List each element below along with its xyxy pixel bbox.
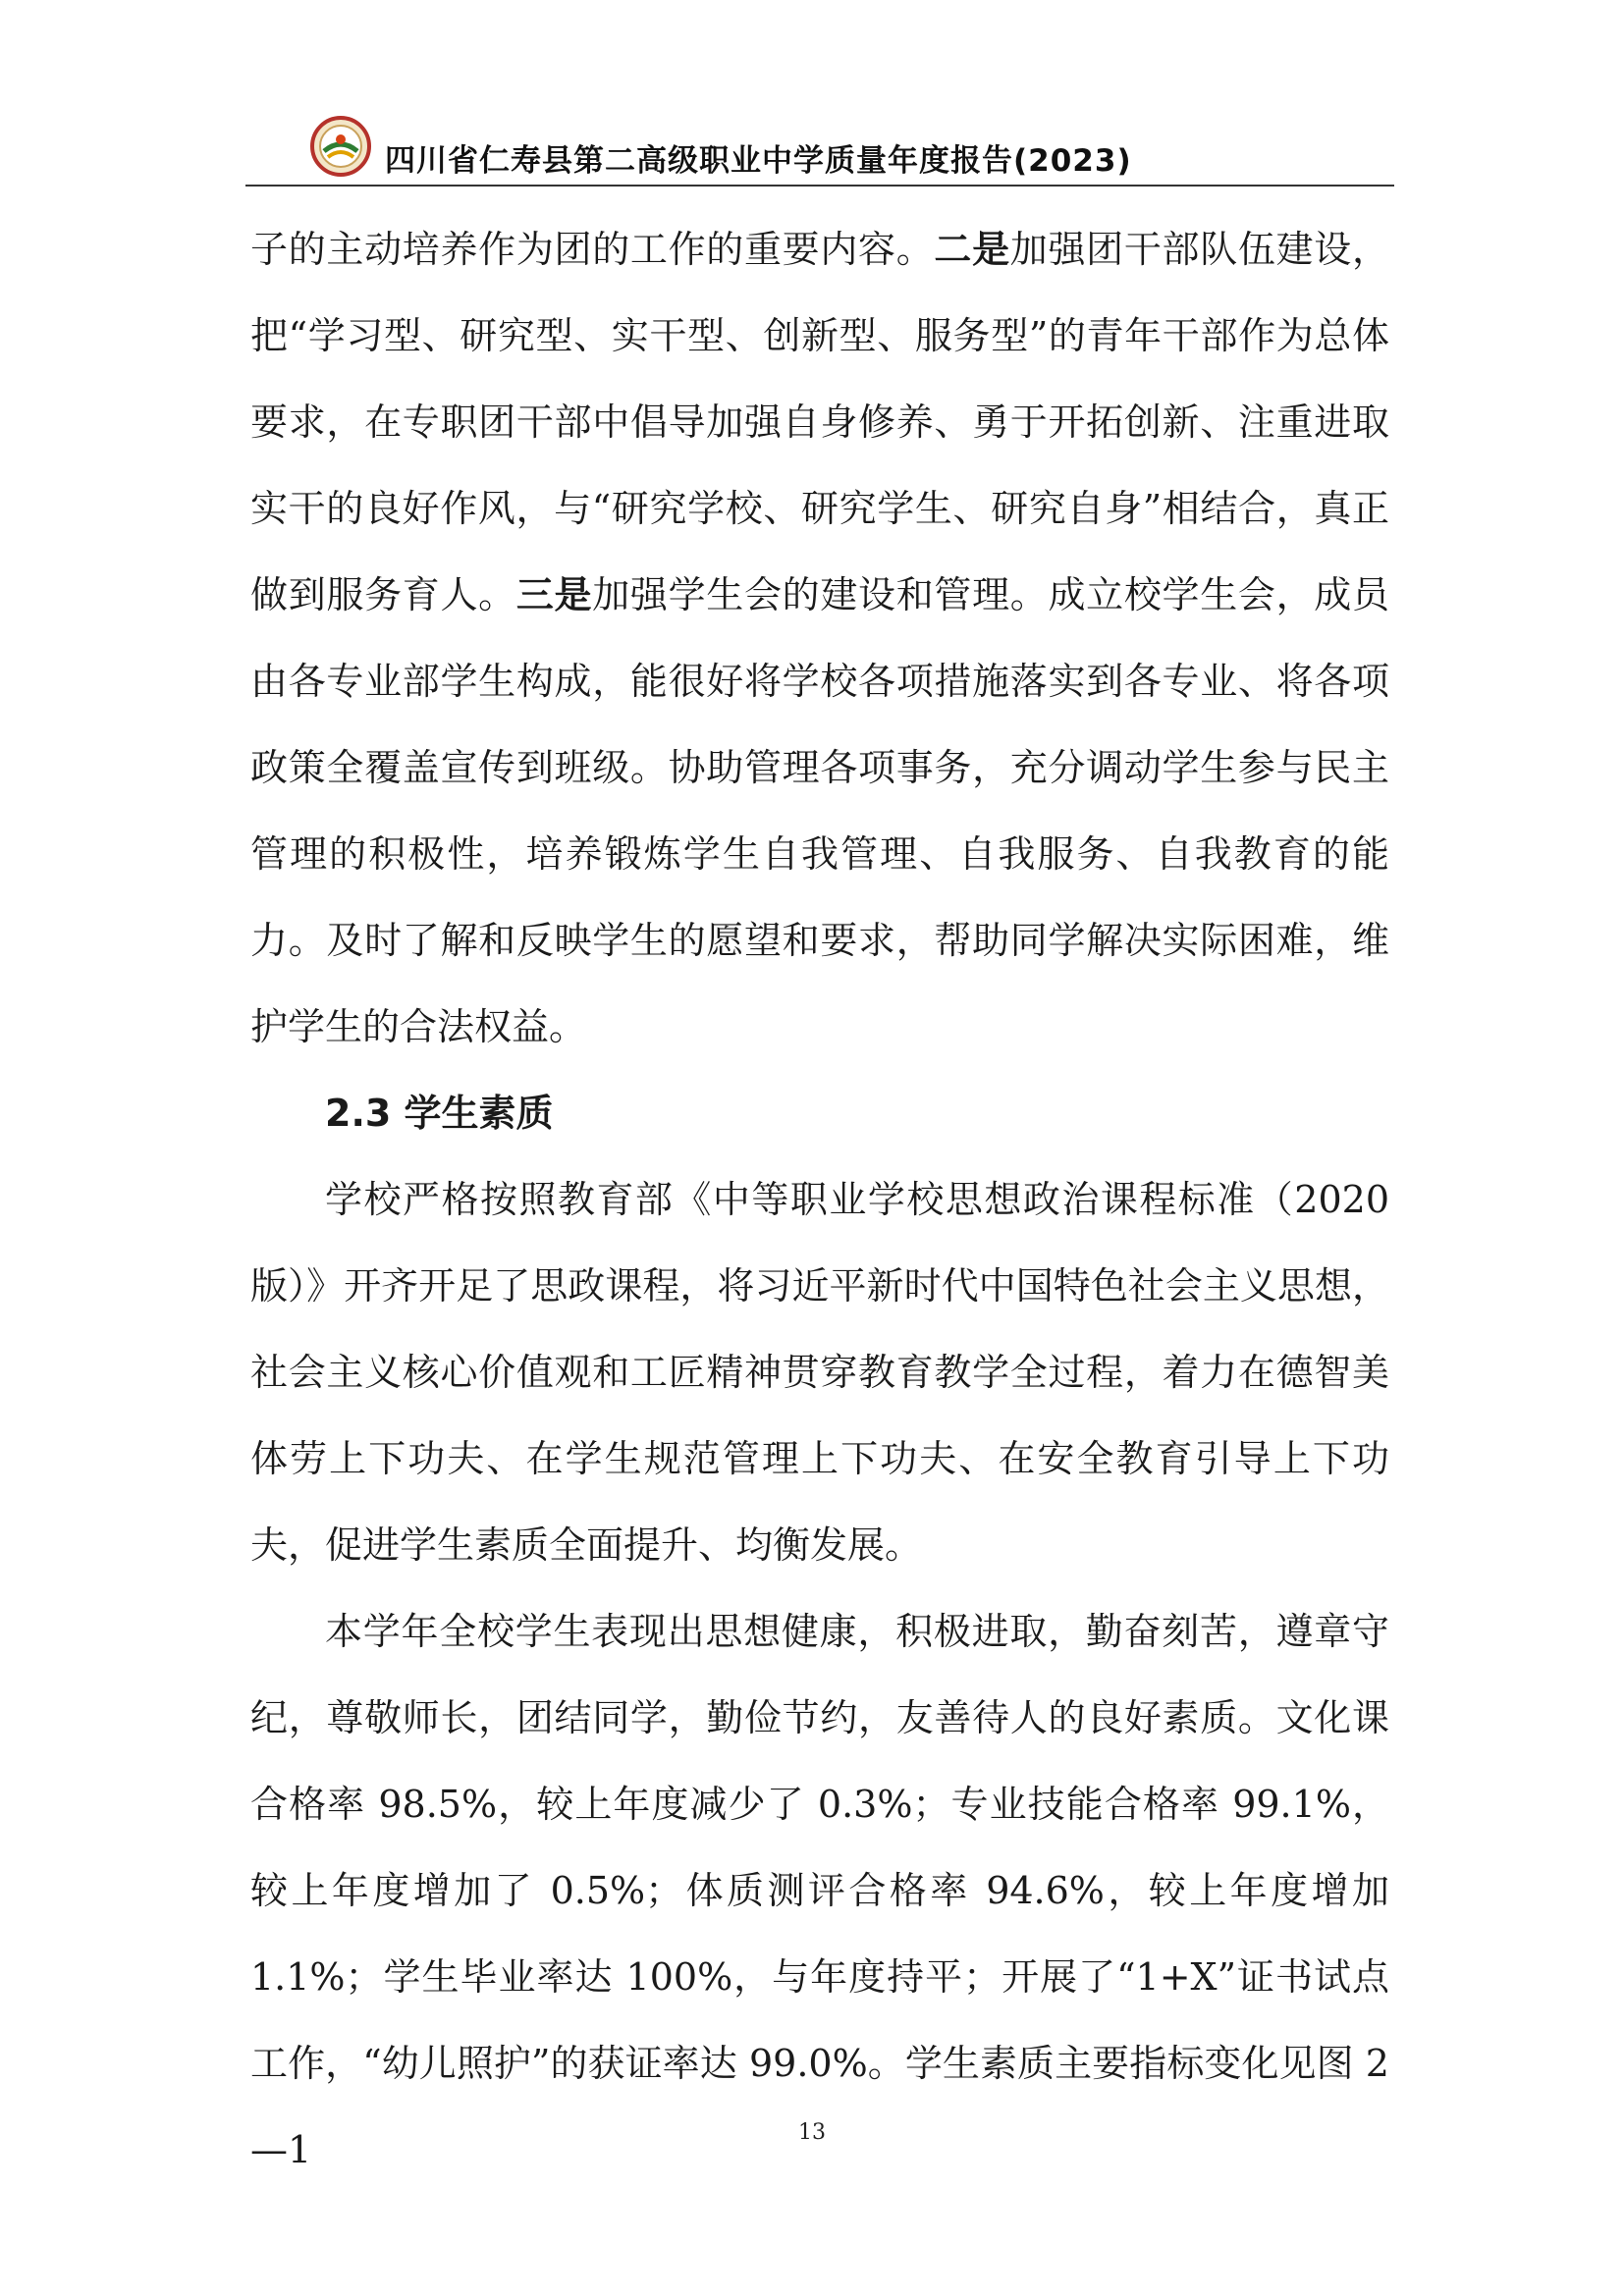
emphasis-second: 二是	[934, 227, 1010, 271]
document-body	[250, 206, 1389, 2193]
paragraph-ideology: 学校严格按照教育部《中等职业学校思想政治课程标准（2020版）》开齐开足了思政课程，将习近平新时代中国特色社会主义思想，社会主义核心价值观和工匠精神贯穿教育教学全过程，着力在德智美体劳上下功夫、在学生规范管理上下功夫、在安全教育引导上下功夫，促进学生素质全面提升、均衡发展。	[250, 1178, 1389, 1567]
school-emblem-icon	[310, 116, 371, 177]
report-title: 四川省仁寿县第二高级职业中学质量年度报告(2023)	[385, 143, 1132, 179]
page-header	[245, 116, 1394, 190]
paragraph-quality-stats: 本学年全校学生表现出思想健康，积极进取，勤奋刻苦，遵章守纪，尊敬师长，团结同学，勤俭节约，友善待人的良好素质。文化课合格率 98.5%，较上年度减少了 0.3%；专业技能合格率 99.1%，较上年度增加了 0.5%；体质测评合格率 94.6%，较上年度增加 1.1%；学生毕业率达 100%，与年度持平；开展了“1+X”证书试点工作，“幼儿照护”的获证率达 99.0%。学生素质主要指标变化见图 2—1	[250, 1610, 1389, 2171]
page-number: 13	[798, 2120, 826, 2145]
paragraph-text: 加强学生会的建设和管理。成立校学生会，成员由各专业部学生构成，能很好将学校各项措施落实到各专业、将各项政策全覆盖宣传到班级。协助管理各项事务，充分调动学生参与民主管理的积极性，培养锻炼学生自我管理、自我服务、自我教育的能力。及时了解和反映学生的愿望和要求，帮助同学解决实际困难，维护学生的合法权益。	[250, 573, 1389, 1048]
emphasis-third: 三是	[515, 572, 593, 616]
header-divider	[245, 185, 1394, 187]
section-heading: 2.3 学生素质	[325, 1092, 554, 1135]
paragraph-text: 加强团干部队伍建设，把“学习型、研究型、实干型、创新型、服务型”的青年干部作为总体要求，在专职团干部中倡导加强自身修养、勇于开拓创新、注重进取实干的良好作风，与“研究学校、研究学生、研究自身”相结合，真正做到服务育人。	[250, 228, 1389, 616]
paragraph-continued	[250, 206, 1389, 1070]
paragraph-text: 子的主动培养作为团的工作的重要内容。	[250, 228, 935, 271]
